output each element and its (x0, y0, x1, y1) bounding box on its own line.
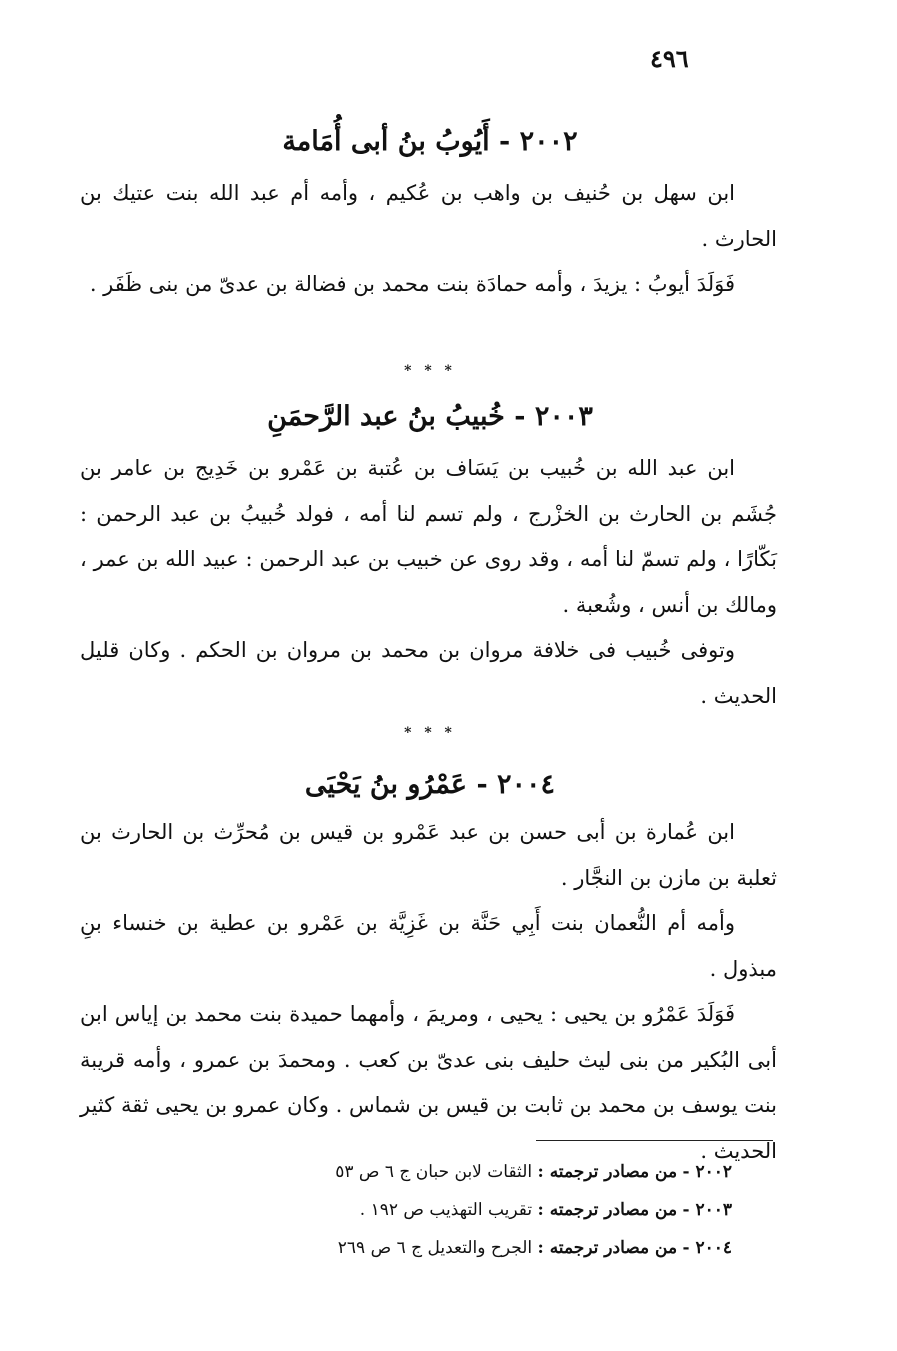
paragraph: فَوَلَدَ أيوبُ : يزيدَ ، وأمه حمادَة بنت محمد بن فضالة بن عدىّ من بنى ظَفَر . (89, 272, 735, 296)
paragraph: فَوَلَدَ عَمْرُو بن يحيى : يحيى ، ومريمَ ، وأمهما حميدة بنت محمد بن إياس ابن أبى البُكير من بنى ليث حليف بنى عدىّ بن كعب . ومحمدَ بن عمرو ، وأمه قريبة بنت يوسف بن محمد بن ثابت بن قيس بن شماس . وكان عمرو بن يحيى ثقة كثير الحديث . (80, 1002, 777, 1163)
entry-heading-2003: ٢٠٠٣ - خُبيبُ بنُ عبد الرَّحمَنِ (267, 401, 593, 432)
section-separator: * * * (404, 363, 456, 379)
footnotes (200, 1153, 732, 1267)
footnote (200, 1229, 732, 1267)
paragraph: وأمه أم النُّعمان بنت أَبِي حَنَّة بن غَزِيَّة بن عَمْرو بن عطية بن خنساء بنِ مبذول . (80, 911, 777, 981)
footnote-label: من مصادر ترجمته : (537, 1238, 678, 1258)
page-number: ٤٩٦ (650, 44, 689, 73)
paragraph: وتوفى خُبيب فى خلافة مروان بن محمد بن مروان بن الحكم . وكان قليل الحديث . (80, 638, 777, 708)
footnote (200, 1191, 732, 1229)
paragraph: ابن عُمارة بن أبى حسن بن عبد عَمْرو بن قيس بن مُحرِّث بن الحارث بن ثعلبة بن مازن بن النجَّار . (80, 820, 777, 890)
entry-heading-2004: ٢٠٠٤ - عَمْرُو بنُ يَحْيَى (304, 769, 556, 800)
entry-body-2003 (80, 446, 777, 719)
section-separator: * * * (404, 725, 456, 741)
footnote-number: ٢٠٠٢ - (682, 1162, 732, 1182)
paragraph: ابن عبد الله بن خُبيب بن يَسَاف بن عُتبة بن عَمْرو بن خَدِيج بن عامر بن جُشَم بن الحارث بن الخزْرج ، ولم تسم لنا أمه ، فولد خُبيبُ بن عبد الرحمن : بَكّارًا ، ولم تسمّ لنا أمه ، وقد روى عن خبيب بن عبد الرحمن : عبيد الله بن عمر ، ومالك بن أنس ، وشُعبة . (80, 456, 777, 617)
entry-body-2002 (80, 171, 777, 308)
footnote-number: ٢٠٠٤ - (682, 1238, 732, 1258)
footnote-number: ٢٠٠٣ - (682, 1200, 732, 1220)
footnote (200, 1153, 732, 1191)
footnote-divider (536, 1140, 773, 1141)
paragraph: ابن سهل بن حُنيف بن واهب بن عُكيم ، وأمه أم عبد الله بنت عتيك بن الحارث . (80, 181, 777, 251)
footnote-text: الثقات لابن حبان ج ٦ ص ٥٣ (335, 1162, 533, 1182)
entry-heading-2002: ٢٠٠٢ - أَيُوبُ بنُ أبى أُمَامة (282, 126, 578, 157)
entry-body-2004 (80, 810, 777, 1174)
footnote-label: من مصادر ترجمته : (537, 1162, 678, 1182)
footnote-text: تقريب التهذيب ص ١٩٢ . (359, 1200, 533, 1220)
footnote-label: من مصادر ترجمته : (537, 1200, 678, 1220)
footnote-text: الجرح والتعديل ج ٦ ص ٢٦٩ (337, 1238, 533, 1258)
